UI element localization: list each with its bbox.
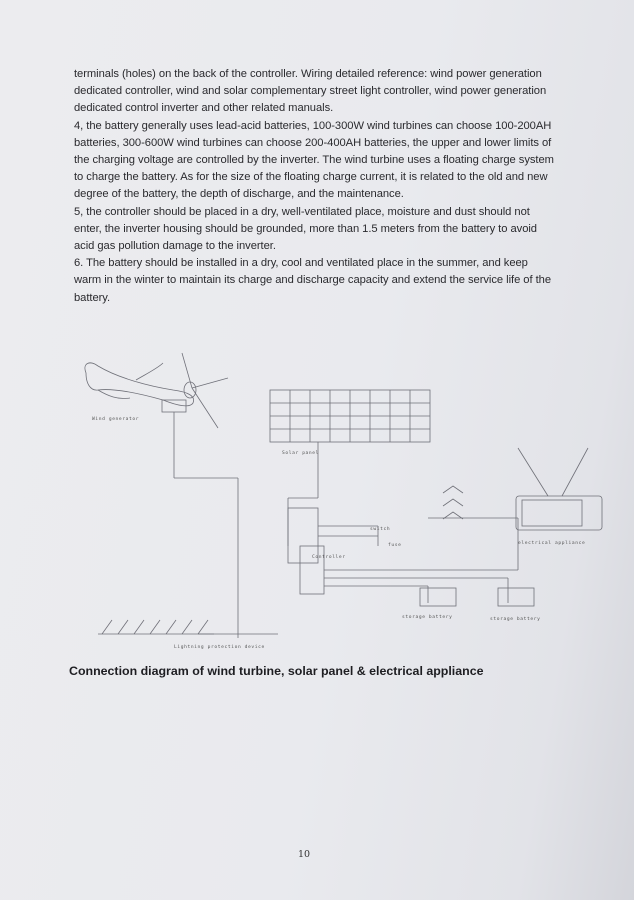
wiring-lines <box>174 442 518 638</box>
label-electrical-appliance: electrical appliance <box>518 541 586 546</box>
figure-caption: Connection diagram of wind turbine, solar panel & electrical appliance <box>69 664 484 678</box>
solar-panel-illustration <box>270 390 430 442</box>
wind-generator-illustration <box>85 353 228 478</box>
label-controller: Controller <box>312 555 346 560</box>
label-switch: switch <box>370 527 391 532</box>
label-lightning-protection: Lightning protection device <box>174 645 265 650</box>
body-text <box>74 66 554 307</box>
storage-battery-box-2 <box>498 588 534 606</box>
label-wind-generator: Wind generator <box>92 417 140 422</box>
label-storage-battery-1: storage battery <box>402 615 453 620</box>
paragraph-battery-type: 4, the battery generally uses lead-acid batteries, 100-300W wind turbines can choose 100-200AH batteries, 300-600W wind turbines can choose 200-400AH batteries, the upper and lower limits of the charging voltage are controlled by the inverter. The wind turbine uses a floating charge system to charge the battery. As for the size of the floating charge current, it is related to the old and new degree of the battery, the depth of discharge, and the maintenance. <box>74 119 554 201</box>
connection-diagram <box>78 348 618 658</box>
storage-battery-box-1 <box>420 588 456 606</box>
label-fuse: fuse <box>388 543 402 548</box>
paragraph-controller-placement: 5, the controller should be placed in a dry, well-ventilated place, moisture and dust should not enter, the inverter housing should be grounded, more than 1.5 meters from the battery to avoid acid gas pollution damage to the inverter. <box>74 205 537 253</box>
ground-hatching <box>98 620 214 634</box>
label-solar-panel: Solar panel <box>282 451 320 456</box>
page-number: 10 <box>298 849 311 860</box>
paragraph-wiring-reference: terminals (holes) on the back of the controller. Wiring detailed reference: wind power generation dedicated controller, wind and solar complementary street light controller, wind power generation dedicated control inverter and other related manuals. <box>74 68 547 115</box>
paragraph-battery-installation: 6. The battery should be installed in a dry, cool and ventilated place in the summer, and keep warm in the winter to maintain its charge and discharge capacity and extend the service life of the battery. <box>74 257 551 304</box>
label-storage-battery-2: storage battery <box>490 617 541 622</box>
